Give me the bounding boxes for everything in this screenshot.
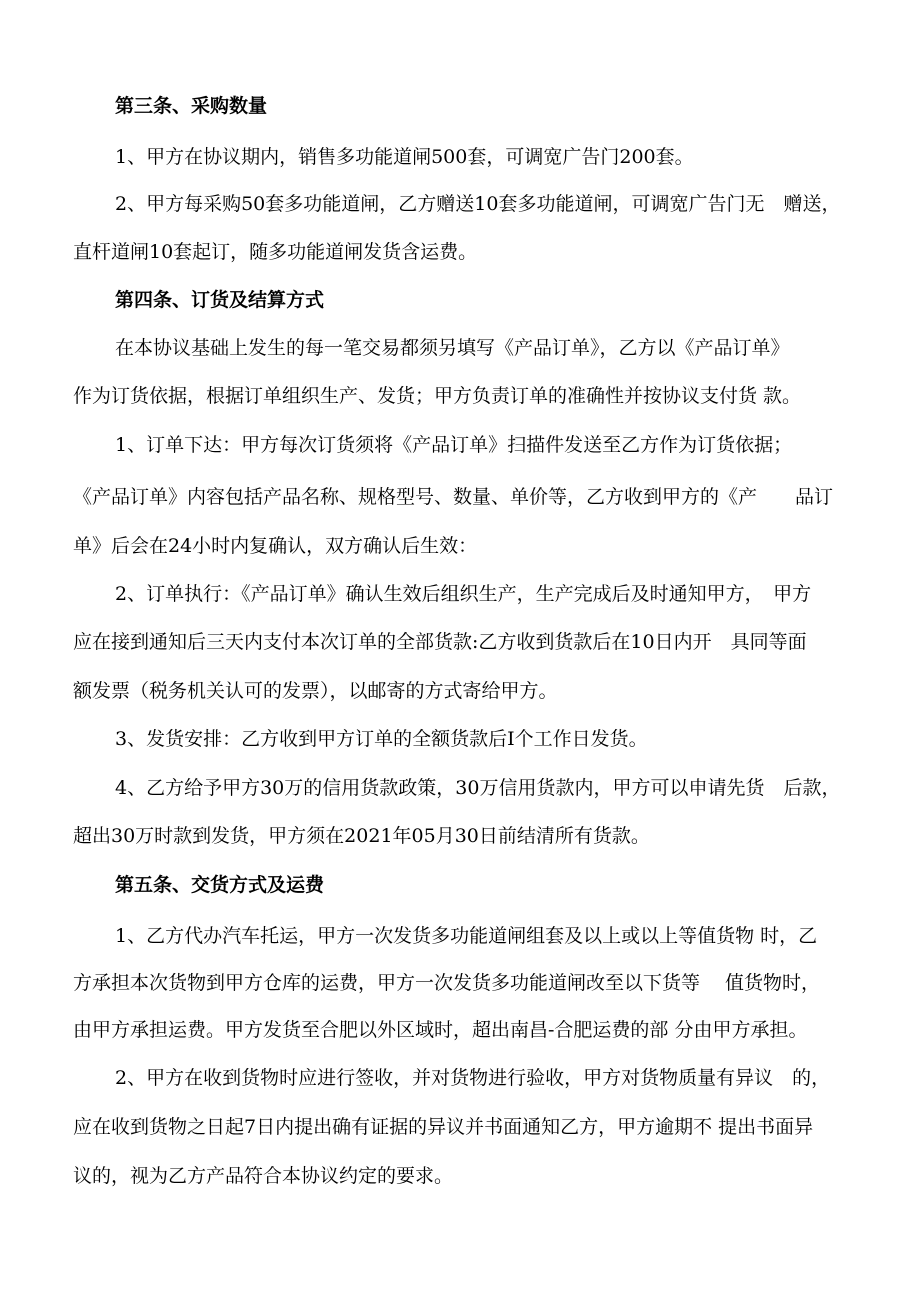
- paragraph-line: 单》后会在24小时内复确认，双方确认后生效：: [73, 535, 478, 557]
- paragraph-line: 额发票（税务机关认可的发票），以邮寄的方式寄给甲方。: [73, 680, 558, 702]
- paragraph-line: 在本协议基础上发生的每一笔交易都须另填写《产品订单》，乙方以《产品订单》: [115, 337, 790, 359]
- paragraph-line: 3、发货安排：乙方收到甲方订单的全额货款后I个工作日发货。: [115, 728, 648, 750]
- paragraph-line: 1、订单下达：甲方每次订货须将《产品订单》扫描件发送至乙方作为订货依据；: [115, 434, 793, 456]
- paragraph-line: 由甲方承担运费。甲方发货至合肥以外区域时，超出南昌-合肥运费的部 分由甲方承担。: [73, 1019, 808, 1041]
- paragraph-line: 2、甲方每采购50套多功能道闸，乙方赠送10套多功能道闸，可调宽广告门无 赠送，: [115, 193, 841, 215]
- paragraph-line: 应在收到货物之日起7日内提出确有证据的异议并书面通知乙方，甲方逾期不 提出书面异: [73, 1116, 814, 1138]
- paragraph-line: 2、订单执行：《产品订单》确认生效后组织生产，生产完成后及时通知甲方， 甲方: [115, 583, 812, 605]
- section-heading-4: 第四条、订货及结算方式: [115, 289, 325, 311]
- paragraph-line: 方承担本次货物到甲方仓库的运费，甲方一次发货多功能道闸改至以下货等 值货物时，: [73, 972, 821, 994]
- paragraph-line: 直杆道闸10套起订，随多功能道闸发货含运费。: [73, 241, 478, 263]
- paragraph-line: 议的，视为乙方产品符合本协议约定的要求。: [73, 1165, 454, 1187]
- section-heading-3: 第三条、采购数量: [115, 95, 268, 117]
- paragraph-line: 1、乙方代办汽车托运，甲方一次发货多功能道闸组套及以上或以上等值货物 时，乙: [115, 925, 818, 947]
- paragraph-line: 2、甲方在收到货物时应进行签收，并对货物进行验收，甲方对货物质量有异议 的，: [115, 1067, 831, 1089]
- section-heading-5: 第五条、交货方式及运费: [115, 874, 325, 896]
- paragraph-line: 1、甲方在协议期内，销售多功能道闸500套，可调宽广告门200套。: [115, 146, 694, 168]
- paragraph-line: 《产品订单》内容包括产品名称、规格型号、数量、单价等，乙方收到甲方的《产 品订: [73, 486, 834, 508]
- paragraph-line: 4、乙方给予甲方30万的信用货款政策，30万信用货款内，甲方可以申请先货 后款，: [115, 777, 841, 799]
- paragraph-line: 作为订货依据，根据订单组织生产、发货；甲方负责订单的准确性并按协议支付货 款。: [73, 385, 802, 407]
- paragraph-line: 应在接到通知后三天内支付本次订单的全部货款:乙方收到货款后在10日内开 具同等面: [73, 631, 807, 653]
- paragraph-line: 超出30万时款到发货，甲方须在2021年05月30日前结清所有货款。: [73, 825, 650, 847]
